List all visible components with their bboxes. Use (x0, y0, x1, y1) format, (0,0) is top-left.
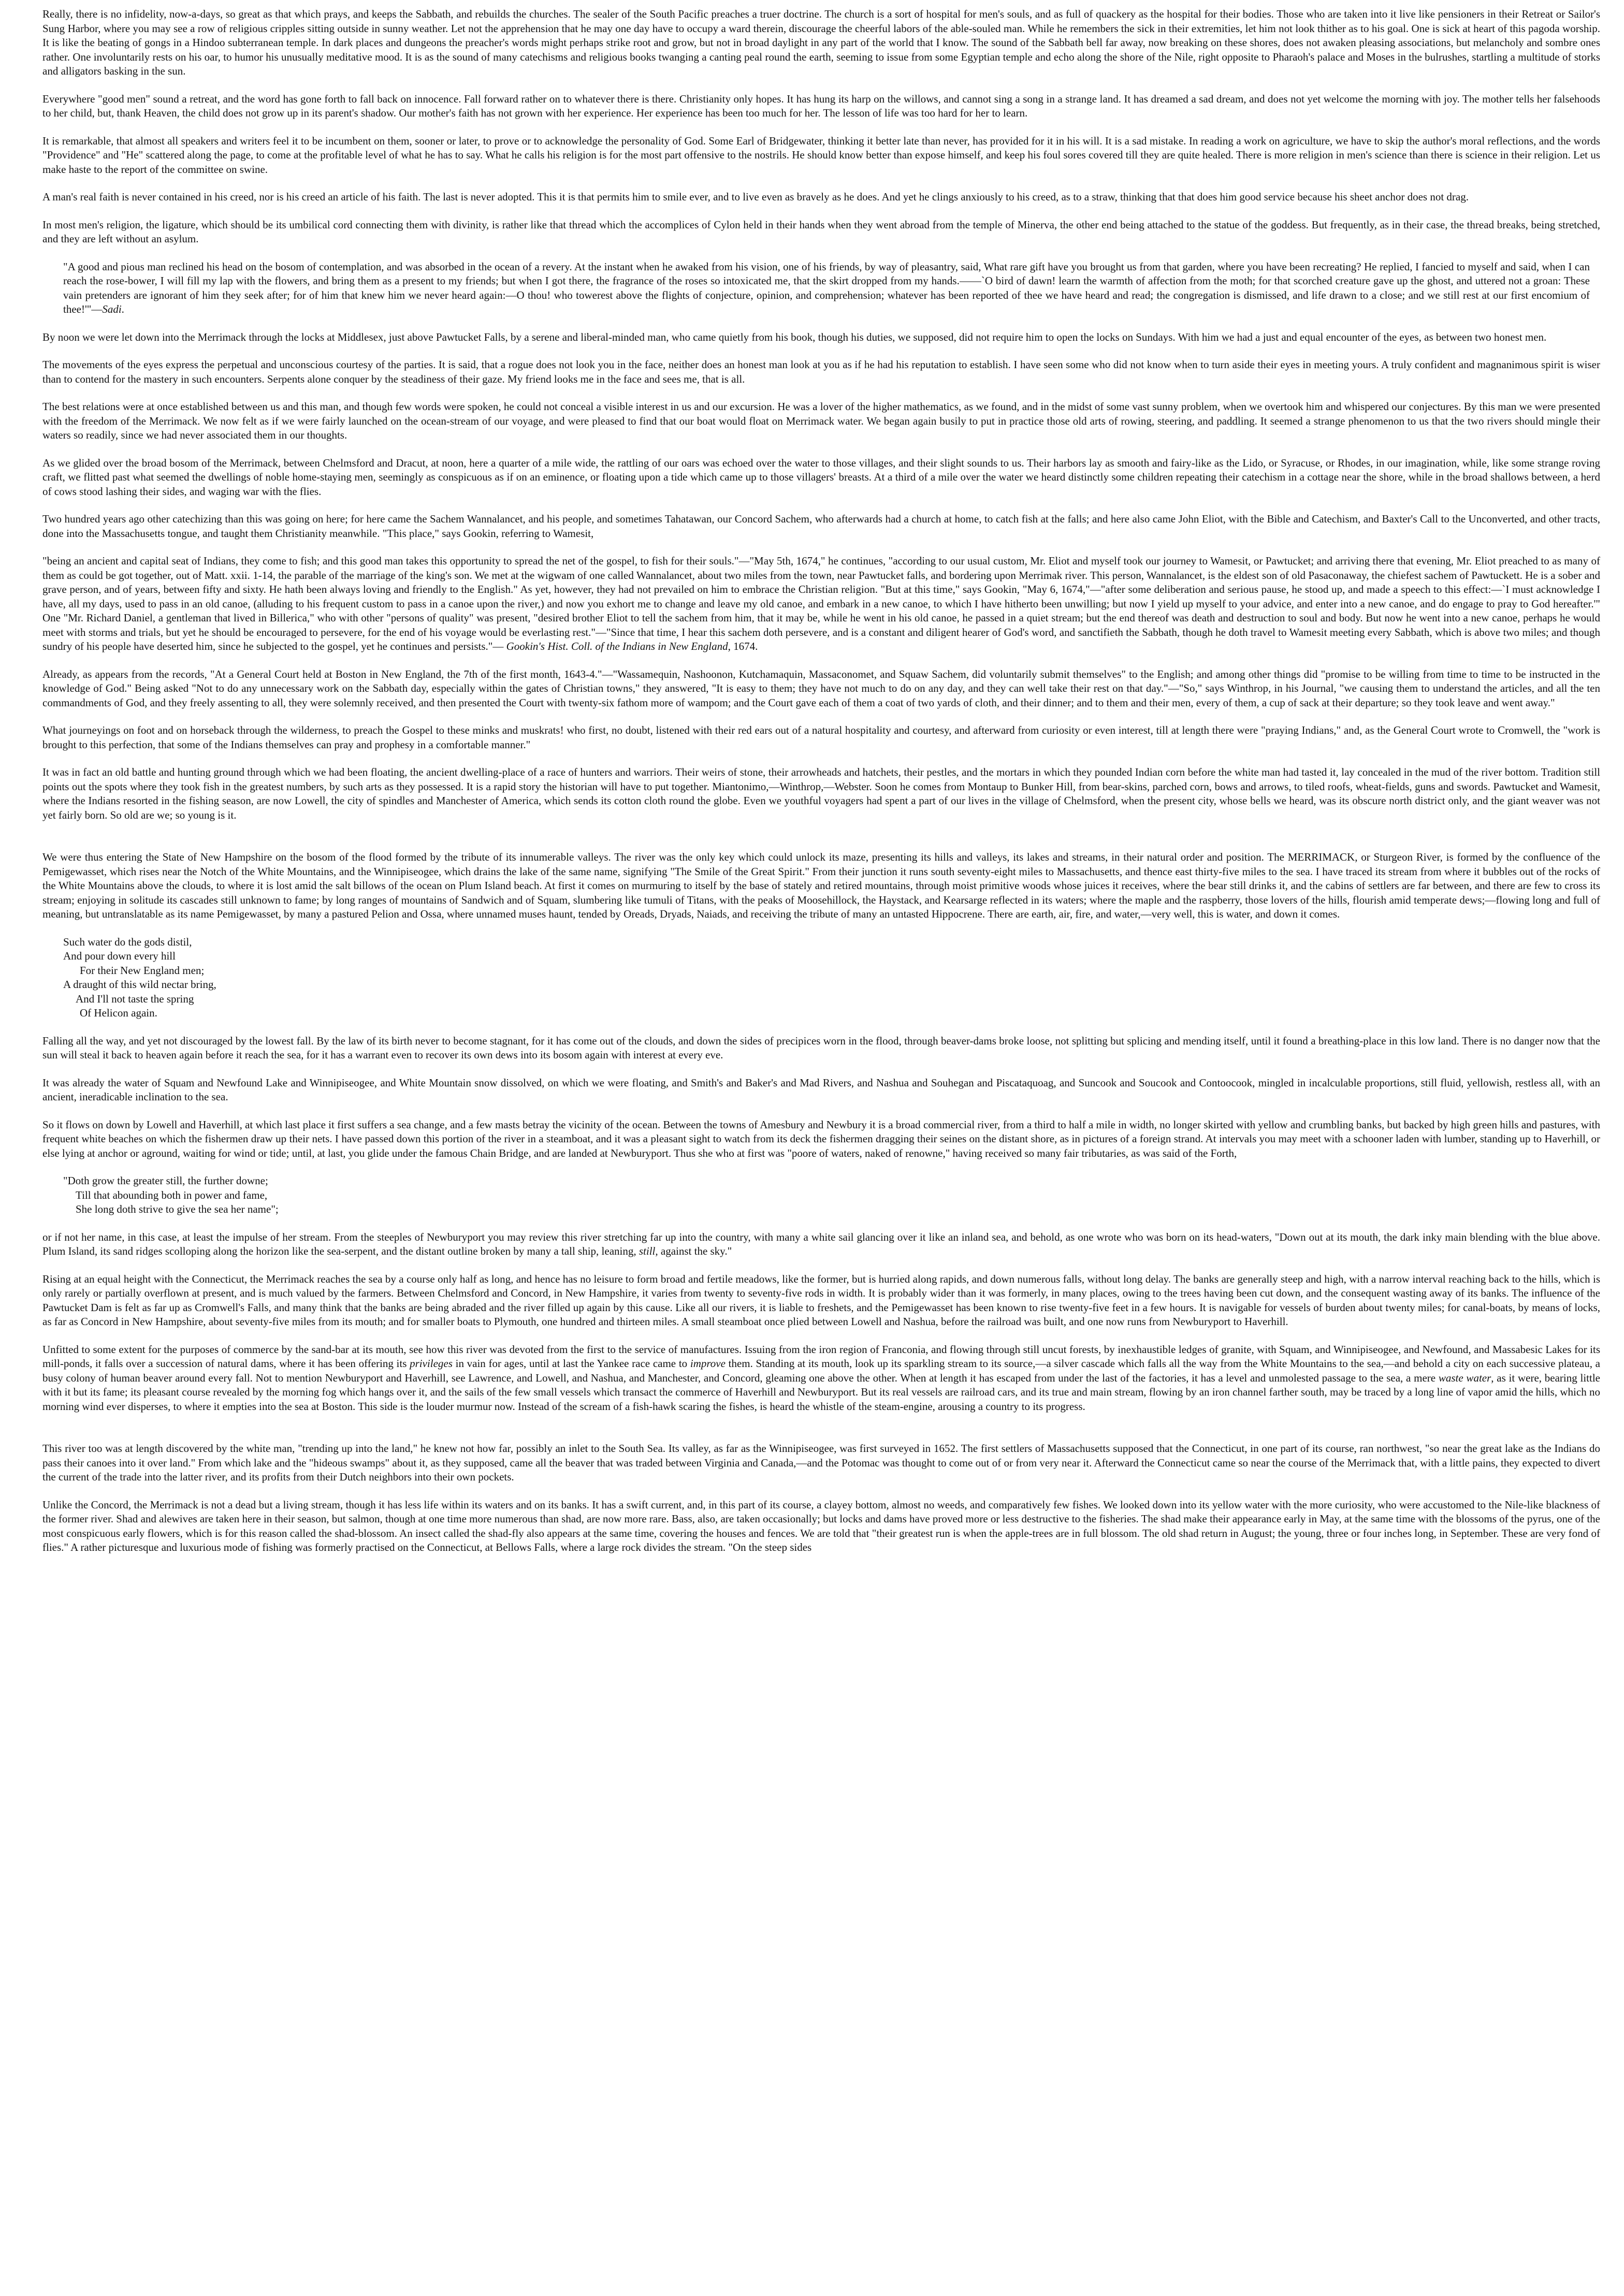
text-run: them. Standing at its mouth, look up its sparkling stream to its source,—a silver cascade which falls all the way from the White Mountains to the sea,—and behold a city on each successive plateau, a busy colony of human beaver around every fall. Not to mention Newburyport and Haverhill, see Lawrence, and Lowell, and Nashua, and Manchester, and Concord, gleaming one above the other. When at length it has escaped from under the last of the factories, it has a level and unmolested passage to the sea, a mere (42, 1357, 1600, 1384)
citation-title: Gookin's Hist. Coll. of the Indians in New England (506, 640, 728, 652)
text-run: Unfitted to some extent for the purposes of commerce by the sand-bar at its mouth, see how this river was devoted from the first to the service of manufactures. Issuing from the iron region of Franconia, and flowing through still uncut forests, by inexhaustible ledges of granite, with Squam, and Winnipiseogee, and Newfound, and Massabesic Lakes for its mill-ponds, it falls over a succession of natural dams, where it has been offering its (42, 1343, 1600, 1370)
paragraph: It is remarkable, that almost all speakers and writers feel it to be incumbent on them, sooner or later, to prove or to acknowledge the personality of God. Some Earl of Bridgewater, thinking it better late than never, has provided for it in his will. It is a sad mistake. In reading a work on agriculture, we have to skip the author's moral reflections, and the words "Providence" and "He" scattered along the page, to come at the profitable level of what he has to say. What he calls his religion is for the most part offensive to the nostrils. He should know better than expose himself, and keep his foul sores covered till they are quite healed. There is more religion in men's science than there is science in their religion. Let us make haste to the report of the committee on swine. (42, 134, 1600, 176)
paragraph: We were thus entering the State of New Hampshire on the bosom of the flood formed by the tribute of its innumerable valleys. The river was the only key which could unlock its maze, presenting its hills and valleys, its lakes and streams, in their natural order and position. The MERRIMACK, or Sturgeon River, is formed by the confluence of the Pemigewasset, which rises near the Notch of the White Mountains, and the Winnipiseogee, which drains the lake of the same name, signifying "The Smile of the Great Spirit." From their junction it runs south seventy-eight miles to Massachusetts, and thence east thirty-five miles to the sea. I have traced its stream from where it bubbles out of the rocks of the White Mountains above the clouds, to where it is lost amid the salt billows of the ocean on Plum Island beach. At first it comes on murmuring to itself by the base of stately and retired mountains, through moist primitive woods whose juices it receives, where the bear still drinks it, and the cabins of settlers are far between, and there are few to cross its stream; enjoying in solitude its cascades still unknown to fame; by long ranges of mountains of Sandwich and of Squam, slumbering like tumuli of Titans, with the peaks of Moosehillock, the Haystack, and Kearsarge reflected in its waters; where the maple and the raspberry, those lovers of the hills, flourish amid temperate dews;—flowing long and full of meaning, but untranslatable as its name Pemigewasset, by many a pastured Pelion and Ossa, where unnamed muses haunt, tended by Oreads, Dryads, Naiads, and receiving the tribute of many an untasted Hippocrene. There are earth, air, fire, and water,—very well, this is water, and down it comes. (42, 851, 1600, 920)
paragraph: Already, as appears from the records, "At a General Court held at Boston in New England, the 7th of the first month, 1643-4."—"Wassamequin, Nashoonon, Kutchamaquin, Massaconomet, and Squaw Sachem, did voluntarily submit themselves" to the English; and among other things did "promise to be willing from time to time to be instructed in the knowledge of God." Being asked "Not to do any unnecessary work on the Sabbath day, especially within the gates of Christian towns," they answered, "It is easy to them; they have not much to do on any day, and they can well take their rest on that day."—"So," says Winthrop, in his Journal, "we causing them to understand the articles, and all the ten commandments of God, and they freely assenting to all, they were solemnly received, and then presented the Court with twenty-six fathom more of wampom; and the Court gave each of them a coat of two yards of cloth, and their dinner; and to them and their men, every of them, a cup of sack at their departure; so they took leave and went away." (42, 667, 1600, 709)
paragraph: By noon we were let down into the Merrimack through the locks at Middlesex, just above Pawtucket Falls, by a serene and liberal-minded man, who came quietly from his book, though his duties, we supposed, did not require him to open the locks on Sundays. With him we had a just and equal encounter of the eyes, as between two honest men. (42, 330, 1547, 343)
text-run: or if not her name, in this case, at least the impulse of her stream. From the steeples of Newburyport you may review this river stretching far up into the country, with many a white sail glancing over it like an inland sea, and behold, as one wrote who was born on its head-waters, "Down out at its mouth, the dark inky main blending with the blue above. Plum Island, its sand ridges scolloping along the horizon like the sea-serpent, and the distant outline broken by many a tall ship, leaning, (42, 1230, 1600, 1257)
paragraph: It was in fact an old battle and hunting ground through which we had been floating, the ancient dwelling-place of a race of hunters and warriors. Their weirs of stone, their arrowheads and hatchets, their pestles, and the mortars in which they pounded Indian corn before the white man had tasted it, lay concealed in the mud of the river bottom. Tradition still points out the spots where they took fish in the greatest numbers, by such arts as they possessed. It is a rapid story the historian will have to put together. Miantonimo,—Winthrop,—Webster. Soon he comes from Montaup to Bunker Hill, from bear-skins, parched corn, bows and arrows, to tiled roofs, wheat-fields, guns and swords. Pawtucket and Wamesit, where the Indians resorted in the fishing season, are now Lowell, the city of spindles and Manchester of America, which sends its cotton cloth round the globe. Even we youthful voyagers had spent a part of our lives in the village of Chelmsford, when the present city, whose bells we heard, was its obscure north district only, and the giant weaver was not yet fairly born. So old are we; so young is it. (42, 766, 1600, 821)
paragraph: Two hundred years ago other catechizing than this was going on here; for here came the Sachem Wannalancet, and his people, and sometimes Tahatawan, our Concord Sachem, who afterwards had a church at home, to catch fish at the falls; and here also came John Eliot, with the Bible and Catechism, and Baxter's Call to the Unconverted, and other tracts, done into the Massachusetts tongue, and taught them Christianity meanwhile. "This place," says Gookin, referring to Wamesit, (42, 513, 1600, 540)
paragraph: The best relations were at once established between us and this man, and though few words were spoken, he could not conceal a visible interest in us and our excursion. He was a lover of the higher mathematics, as we found, and in the midst of some vast sunny problem, when we overtook him and whispered our conjectures. By this man we were presented with the freedom of the Merrimack. We now felt as if we were fairly launched on the ocean-stream of our voyage, and were pleased to find that our boat would float on Merrimack water. We began again busily to put in practice those old arts of rowing, steering, and paddling. It seemed a strange phenomenon to us that the two rivers should mingle their waters so readily, since we had never associated them in our thoughts. (42, 400, 1600, 441)
poem-line: Till that abounding both in power and fame, (76, 1188, 268, 1201)
poem-line: And pour down every hill (63, 950, 176, 962)
emphasis: improve (690, 1357, 726, 1370)
paragraph: Unlike the Concord, the Merrimack is not a dead but a living stream, though it has less life within its waters and on its banks. It has a swift current, and, in this part of its course, a clayey bottom, almost no weeds, and comparatively few fishes. We looked down into its yellow water with the more curiosity, who were accustomed to the Nile-like blackness of the former river. Shad and alewives are taken here in their season, but salmon, though at one time more numerous than shad, are now more rare. Bass, also, are taken occasionally; but locks and dams have proved more or less destructive to the fisheries. The shad make their appearance early in May, at the same time with the blossoms of the pyrus, one of the most conspicuous early flowers, which is for this reason called the shad-blossom. An insect called the shad-fly also appears at the same time, covering the houses and fences. We are told that "their greatest run is when the apple-trees are in full blossom. The old shad return in August; the young, three or four inches long, in September. These are very fond of flies." A rather picturesque and luxurious mode of fishing was formerly practised on the Connecticut, at Bellows Falls, where a large rock divides the stream. "On the steep sides (42, 1498, 1600, 1553)
paragraph: Falling all the way, and yet not discouraged by the lowest fall. By the law of its birth never to become stagnant, for it has come out of the clouds, and down the sides of precipices worn in the flood, through beaver-dams broke loose, not splitting but splicing and mending itself, until it found a breathing-place in this low land. There is no danger now that the sun will steal it back to heaven again before it reach the sea, for it has a warrant even to recover its own dews into its bosom again with interest at every eve. (42, 1034, 1600, 1061)
paragraph: Really, there is no infidelity, now-a-days, so great as that which prays, and keeps the Sabbath, and rebuilds the churches. The sealer of the South Pacific preaches a truer doctrine. The church is a sort of hospital for men's souls, and as full of quackery as the hospital for their bodies. Those who are taken into it live like pensioners in their Retreat or Sailor's Sung Harbor, where you may see a row of religious cripples sitting outside in sunny weather. Let not the apprehension that he may one day have to occupy a ward therein, discourage the cheerful labors of the able-souled man. While he remembers the sick in their extremities, let him not look thither as to his goal. One is sick at heart of this pagoda worship. It is like the beating of gongs in a Hindoo subterranean temple. In dark places and dungeons the preacher's words might perhaps strike root and grow, but not in broad daylight in any part of the world that I know. The sound of the Sabbath bell far away, now breaking on these shores, does not awaken pleasing associations, but melancholy and sombre ones rather. One involuntarily rests on his oar, to humor his unusually meditative mood. It is as the sound of many catechisms and religious books twanging a canting peal round the earth, seeming to issue from some Egyptian temple and echo along the shore of the Nile, right opposite to Pharaoh's palace and Moses in the bulrushes, startling a multitude of storks and alligators basking in the sun. (42, 8, 1600, 77)
paragraph: What journeyings on foot and on horseback through the wilderness, to preach the Gospel to these minks and muskrats! who first, no doubt, listened with their red ears out of a natural hospitality and courtesy, and afterward from curiosity or even interest, till at length there were "praying Indians," and, as the General Court wrote to Cromwell, the "work is brought to this perfection, that some of the Indians themselves can pray and prophesy in a comfortable manner." (42, 724, 1600, 751)
paragraph: As we glided over the broad bosom of the Merrimack, between Chelmsford and Dracut, at noon, here a quarter of a mile wide, the rattling of our oars was echoed over the water to those villages, and their slight sounds to us. Their harbors lay as smooth and fairy-like as the Lido, or Syracuse, or Rhodes, in our imagination, while, like some strange roving craft, we flitted past what seemed the dwellings of noble home-staying men, seemingly as conspicuous as if on an eminence, or floating upon a tide which came up to those villagers' breasts. At a third of a mile over the water we heard distinctly some children repeating their catechism in a cottage near the shore, while in the broad shallows between, a herd of cows stood lashing their sides, and waging war with the flies. (42, 456, 1600, 498)
section-gap (42, 836, 1600, 850)
poem-line: A draught of this wild nectar bring, (63, 978, 216, 991)
paragraph: It was already the water of Squam and Newfound Lake and Winnipiseogee, and White Mountain snow dissolved, on which we were floating, and Smith's and Baker's and Mad Rivers, and Nashua and Souhegan and Piscataquoag, and Suncook and Soucook and Contoocook, mingled in incalculable proportions, still fluid, yellowish, restless all, with an ancient, ineradicable inclination to the sea. (42, 1076, 1600, 1103)
poem-line: Such water do the gods distil, (63, 935, 192, 948)
paragraph: The movements of the eyes express the perpetual and unconscious courtesy of the parties. It is said, that a rogue does not look you in the face, neither does an honest man look at you as if he had his reputation to establish. I have seen some who did not know when to turn aside their eyes in meeting yours. A truly confident and magnanimous spirit is wiser than to contend for the mastery in such encounters. Serpents alone conquer by the steadiness of their gaze. My friend looks me in the face and sees me, that is all. (42, 358, 1600, 385)
emphasis: waste water (1438, 1371, 1491, 1384)
block-quote: "A good and pious man reclined his head on the bosom of contemplation, and was absorbed in the ocean of a revery. At the instant when he awaked from his vision, one of his friends, by way of pleasantry, said, What rare gift have you brought us from that garden, where you have been recreating? He replied, I fancied to myself and said, when I can reach the rose-bower, I will fill my lap with the flowers, and bring them as a present to my friends; but when I got there, the fragrance of the roses so intoxicated me, that the skirt dropped from my hands.——`O bird of dawn! learn the warmth of affection from the moth; for that scorched creature gave up the ghost, and uttered not a groan: These vain pretenders are ignorant of him they seek after; for of him that knew him we never heard again:—O thou! who towerest above the flights of conjecture, opinion, and comprehension; whatever has been reported of thee we have heard and read; the congregation is dismissed, and life drawn to a close; and we still rest at our first encomium of thee!'"—Sadi. (63, 260, 1590, 315)
text-run: in vain for ages, until at last the Yankee race came to (452, 1357, 690, 1370)
paragraph (42, 1343, 1600, 1414)
emphasis: still (639, 1245, 656, 1257)
emphasis: privileges (410, 1357, 453, 1370)
poem-line: "Doth grow the greater still, the further downe; (63, 1174, 268, 1187)
paragraph: So it flows on down by Lowell and Haverhill, at which last place it first suffers a sea change, and a few masts betray the vicinity of the ocean. Between the towns of Amesbury and Newbury it is a broad commercial river, from a third to half a mile in width, no longer skirted with yellow and crumbling banks, but backed by high green hills and pastures, with frequent white beaches on which the fishermen draw up their nets. I have passed down this portion of the river in a steamboat, and it was a pleasant sight to watch from its deck the fishermen dragging their seines on the distant shore, as in pictures of a foreign strand. At intervals you may meet with a schooner laden with lumber, standing up to Haverhill, or else lying at anchor or aground, waiting for wind or tide; until, at last, you glide under the famous Chain Bridge, and are landed at Newburyport. Thus she who at first was "poore of waters, naked of renowne," having received so many fair tributaries, as was said of the Forth, (42, 1118, 1600, 1159)
poem (63, 935, 1600, 1021)
poem-line: And I'll not taste the spring (76, 992, 194, 1005)
section-gap (42, 1427, 1600, 1442)
poem-line: She long doth strive to give the sea her name"; (76, 1203, 279, 1215)
quote-author: Sadi (102, 303, 122, 315)
text-run: , against the sky." (655, 1245, 732, 1257)
paragraph: Rising at an equal height with the Connecticut, the Merrimack reaches the sea by a course only half as long, and hence has no leisure to form broad and fertile meadows, like the former, but is hurried along rapids, and down numerous falls, without long delay. The banks are generally steep and high, with a narrow interval reaching back to the hills, which is only rarely or partially overflown at present, and is much valued by the farmers. Between Chelmsford and Concord, in New Hampshire, it varies from twenty to seventy-five rods in width. It is probably wider than it was formerly, in many places, owing to the trees having been cut down, and the consequent wasting away of its banks. The influence of the Pawtucket Dam is felt as far up as Cromwell's Falls, and many think that the banks are being abraded and the river filled up again by this cause. Like all our rivers, it is liable to freshets, and the Pemigewasset has been known to rise twenty-five feet in a few hours. It is navigable for vessels of burden about twenty miles; for canal-boats, by means of locks, as far as Concord in New Hampshire, about seventy-five miles from its mouth; and for smaller boats to Plymouth, one hundred and thirteen miles. A small steamboat once plied between Lowell and Nashua, before the railroad was built, and one now runs from Newburyport to Haverhill. (42, 1272, 1600, 1328)
quote-text: "A good and pious man reclined his head on the bosom of contemplation, and was absorbed in the ocean of a revery. At the instant when he awaked from his vision, one of his friends, by way of pleasantry, said, What rare gift have you brought us from that garden, where you have been recreating? He replied, I fancied to myself and said, when I can reach the rose-bower, I will fill my lap with the flowers, and bring them as a present to my friends; but when I got there, the fragrance of the roses so intoxicated me, that the skirt dropped from my hands.——`O bird of dawn! learn the warmth of affection from the moth; for that scorched creature gave up the ghost, and uttered not a groan: These vain pretenders are ignorant of him they seek after; for of him that knew him we never heard again:—O thou! who towerest above the flights of conjecture, opinion, and comprehension; whatever has been reported of thee we have heard and read; the congregation is dismissed, and life drawn to a close; and we still rest at our first encomium of thee!'"— (63, 260, 1590, 315)
paragraph: This river too was at length discovered by the white man, "trending up into the land," he knew not how far, possibly an inlet to the South Sea. Its valley, as far as the Winnipiseogee, was first surveyed in 1652. The first settlers of Massachusetts supposed that the Connecticut, in one part of its course, ran northwest, "so near the great lake as the Indians do pass their canoes into it over land." From which lake and the "hideous swamps" about it, as they supposed, came all the beaver that was traded between Virginia and Canada,—and the Potomac was thought to come out of or from very near it. Afterward the Connecticut came so near the course of the Merrimack that, with a little pains, they expected to divert the current of the trade into the latter river, and its profits from their Dutch neighbors into their own pockets. (42, 1442, 1600, 1483)
poem (63, 1174, 1600, 1217)
paragraph: In most men's religion, the ligature, which should be its umbilical cord connecting them with divinity, is rather like that thread which the accomplices of Cylon held in their hands when they went abroad from the temple of Minerva, the other end being attached to the statue of the goddess. But frequently, as in their case, the thread breaks, being stretched, and they are left without an asylum. (42, 218, 1600, 245)
quoted-passage: "being an ancient and capital seat of Indians, they come to fish; and this good man takes this opportunity to spread the net of the gospel, to fish for their souls."—"May 5th, 1674," he continues, "according to our usual custom, Mr. Eliot and myself took our journey to Wamesit, or Pawtucket; and arriving there that evening, Mr. Eliot preached to as many of them as could be got together, out of Matt. xxii. 1-14, the parable of the marriage of the king's son. We met at the wigwam of one called Wannalancet, about two miles from the town, near Pawtucket falls, and bordering upon Merrimak river. This person, Wannalancet, is the eldest son of old Pasaconaway, the chiefest sachem of Pawtuckett. He is a sober and grave person, and of years, between fifty and sixty. He hath been always loving and friendly to the English." As yet, however, they had not prevailed on him to embrace the Christian religion. "But at this time," says Gookin, "May 6, 1674,"—"after some deliberation and serious pause, he stood up, and made a speech to this effect:—`I must acknowledge I have, all my days, used to pass in an old canoe, (alluding to his frequent custom to pass in a canoe upon the river,) and now you exhort me to change and leave my old canoe, and embark in a new canoe, to which I have hitherto been unwilling; but now I yield up myself to your advice, and enter into a new canoe, and do engage to pray to God hereafter.'" One "Mr. Richard Daniel, a gentleman that lived in Billerica," who with other "persons of quality" was present, "desired brother Eliot to tell the sachem from him, that it may be, while he went in his old canoe, he passed in a quiet stream; but the end thereof was death and destruction to soul and body. But now he went into a new canoe, perhaps he would meet with storms and trials, but yet he should be encouraged to persevere, for the end of his voyage would be everlasting rest."—"Since that time, I hear this sachem doth persevere, and is a constant and diligent hearer of God's word, and sanctifieth the Sabbath, though he doth travel to Wamesit meeting every Sabbath, which is above two miles; and though sundry of his people have deserted him, since he subjected to the gospel, yet he continues and persists."— (42, 555, 1600, 652)
paragraph: A man's real faith is never contained in his creed, nor is his creed an article of his faith. The last is never adopted. This it is that permits him to smile ever, and to live even as bravely as he does. And yet he clings anxiously to his creed, as to a straw, thinking that that does him good service because his sheet anchor does not drag. (42, 191, 1469, 203)
document-page (42, 7, 1600, 1555)
text-run: , as it were, bearing little with it but its fame; its pleasant course revealed by the morning fog which hangs over it, and the sails of the few small vessels which transact the commerce of Haverhill and Newburyport. But its real vessels are railroad cars, and its true and main stream, flowing by an iron channel farther south, may be traced by a long line of vapor amid the hills, which no morning wind ever disperses, to where it empties into the sea at Boston. This side is the louder murmur now. Instead of the scream of a fish-hawk scaring the fishes, is heard the whistle of the steam-engine, arousing a country to its progress. (42, 1371, 1600, 1413)
paragraph (42, 1230, 1600, 1259)
poem-line: Of Helicon again. (80, 1007, 157, 1019)
paragraph: Everywhere "good men" sound a retreat, and the word has gone forth to fall back on innocence. Fall forward rather on to whatever there is there. Christianity only hopes. It has hung its harp on the willows, and cannot sing a song in a strange land. It has dreamed a sad dream, and does not yet welcome the morning with joy. The mother tells her falsehoods to her child, but, thank Heaven, the child does not grow up in its parent's shadow. Our mother's faith has not grown with her experience. Her experience has been too much for her. The lesson of life was too hard for her to learn. (42, 92, 1600, 119)
poem-line: For their New England men; (80, 964, 205, 977)
paragraph (42, 554, 1600, 654)
citation-year: , 1674. (728, 640, 758, 652)
